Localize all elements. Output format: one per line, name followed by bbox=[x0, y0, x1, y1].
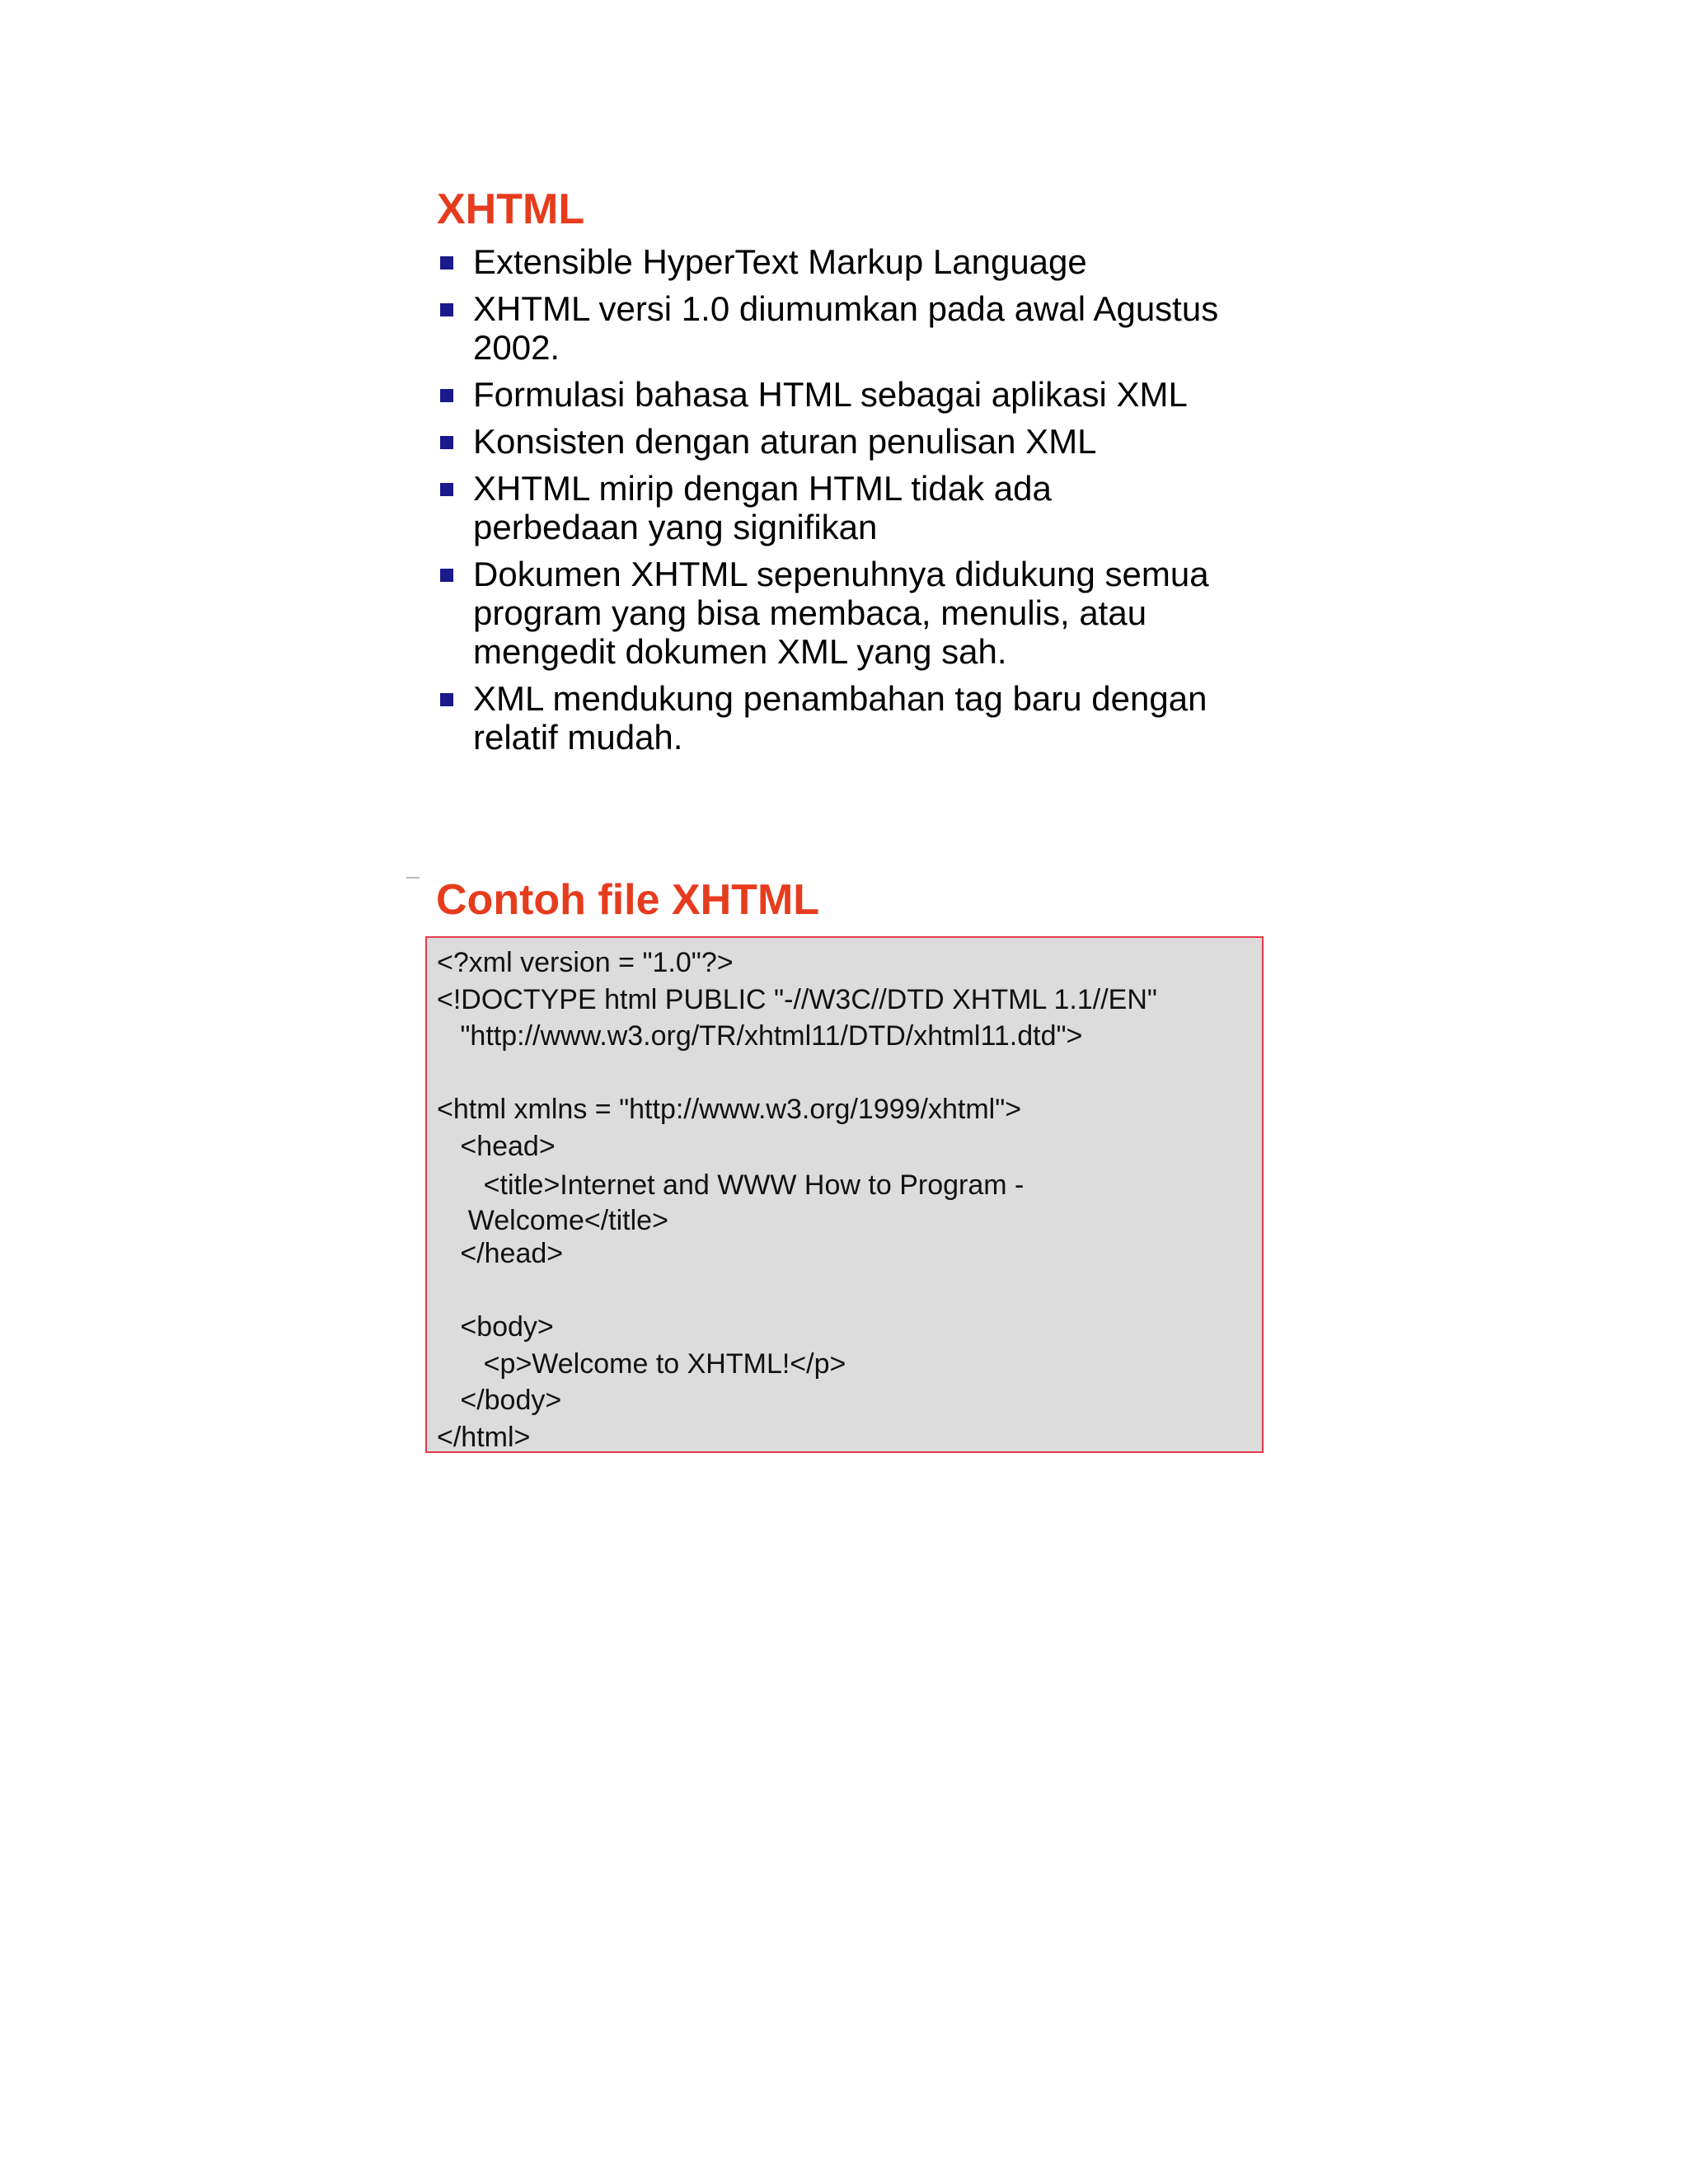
separator-dash bbox=[406, 877, 420, 879]
code-block bbox=[425, 936, 1264, 1453]
square-bullet-icon bbox=[440, 303, 453, 316]
code-line: <head> bbox=[437, 1130, 556, 1162]
bullet-item bbox=[437, 679, 1264, 757]
bullet-item bbox=[437, 555, 1264, 671]
slide-xhtml bbox=[437, 185, 1278, 765]
code-line: "http://www.w3.org/TR/xhtml11/DTD/xhtml11.dtd"> bbox=[437, 1020, 1083, 1052]
bullet-item bbox=[437, 422, 1278, 461]
bullet-text: XHTML versi 1.0 diumumkan pada awal Agustus 2002. bbox=[473, 289, 1219, 367]
code-line: <html xmlns = "http://www.w3.org/1999/xhtml"> bbox=[437, 1094, 1022, 1125]
slide-title: Contoh file XHTML bbox=[436, 876, 820, 924]
code-line: </body> bbox=[437, 1385, 562, 1416]
code-line: Welcome</title> bbox=[437, 1205, 668, 1236]
code-line: </head> bbox=[437, 1238, 564, 1269]
bullet-text: Extensible HyperText Markup Language bbox=[473, 242, 1087, 281]
square-bullet-icon bbox=[440, 389, 453, 402]
bullet-text: XML mendukung penambahan tag baru dengan relatif mudah. bbox=[473, 679, 1207, 757]
bullet-item bbox=[437, 242, 1278, 281]
bullet-item bbox=[437, 289, 1264, 367]
square-bullet-icon bbox=[440, 256, 453, 269]
code-line: <p>Welcome to XHTML!</p> bbox=[437, 1347, 846, 1380]
square-bullet-icon bbox=[440, 436, 453, 449]
bullet-item bbox=[437, 469, 1132, 546]
code-line: <body> bbox=[437, 1311, 554, 1343]
code-line: <!DOCTYPE html PUBLIC "-//W3C//DTD XHTML 1.1//EN" bbox=[437, 983, 1157, 1015]
bullet-text: Formulasi bahasa HTML sebagai aplikasi XML bbox=[473, 375, 1188, 414]
bullet-list bbox=[437, 242, 1278, 757]
square-bullet-icon bbox=[440, 693, 453, 706]
bullet-text: Konsisten dengan aturan penulisan XML bbox=[473, 422, 1097, 461]
square-bullet-icon bbox=[440, 483, 453, 496]
bullet-item bbox=[437, 375, 1278, 414]
code-line: <title>Internet and WWW How to Program - bbox=[437, 1169, 1025, 1201]
code-line: <?xml version = "1.0"?> bbox=[437, 947, 734, 978]
code-line bbox=[437, 1055, 1254, 1092]
bullet-text: Dokumen XHTML sepenuhnya didukung semua program yang bisa membaca, menulis, atau mengedit dokumen XML yang sah. bbox=[473, 555, 1209, 671]
slide-contoh-xhtml bbox=[425, 876, 1266, 1453]
slide-title: XHTML bbox=[437, 185, 585, 233]
bullet-text: XHTML mirip dengan HTML tidak ada perbedaan yang signifikan bbox=[473, 469, 1052, 546]
square-bullet-icon bbox=[440, 569, 453, 582]
code-line bbox=[437, 1272, 1254, 1310]
code-line: </html> bbox=[437, 1421, 531, 1453]
